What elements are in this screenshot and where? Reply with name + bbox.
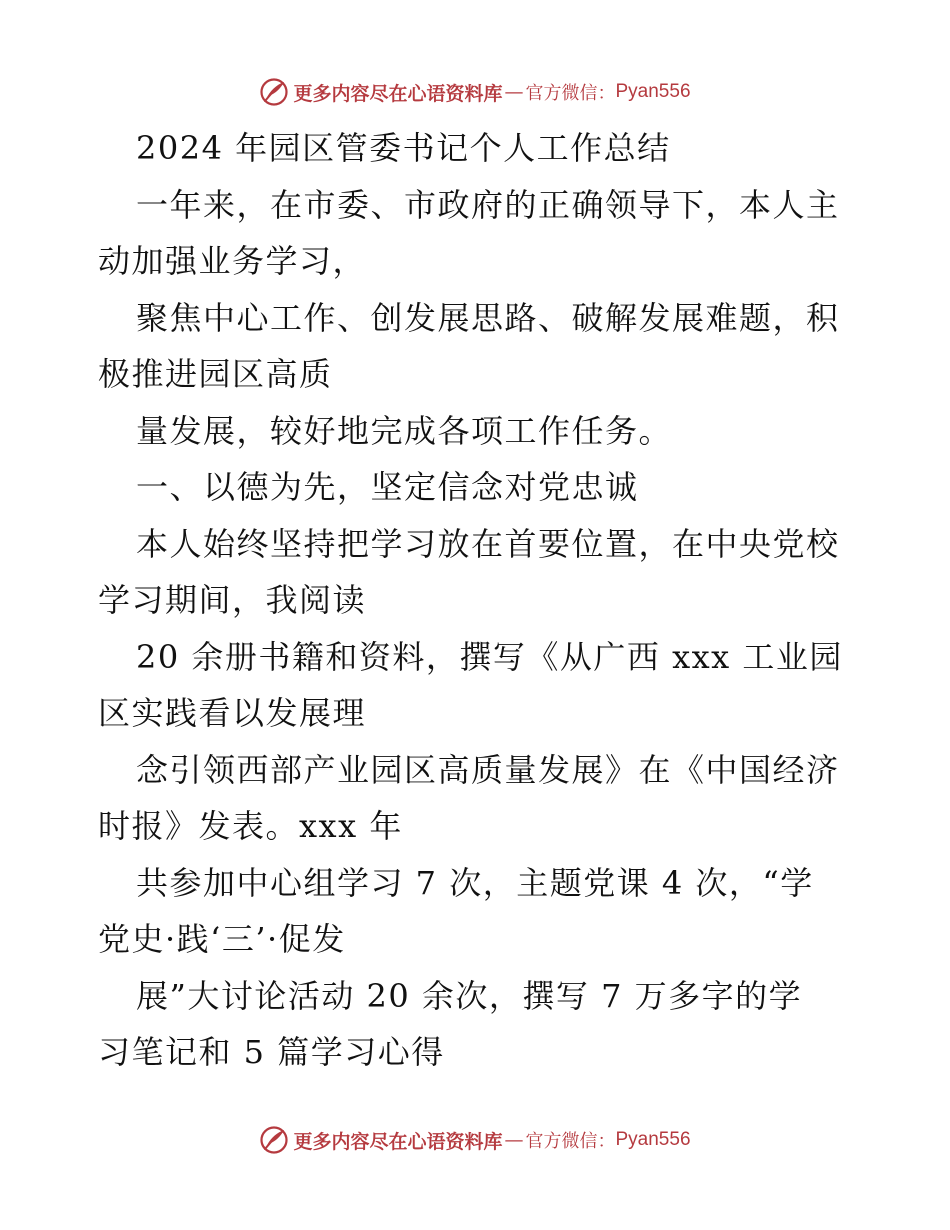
document-line: 区实践看以发展理 [98, 694, 367, 732]
banner-wechat-label: 官方微信： [525, 1131, 616, 1152]
document-line: 共参加中心组学习 7 次，主题党课 4 次，“学 [136, 863, 814, 902]
banner-wechat-id: Pyan556 [615, 81, 691, 102]
document-line: 展”大讨论活动 20 余次，撰写 7 万多字的学 [136, 976, 803, 1015]
banner-main-text: 更多内容尽在心语资料库 [293, 1130, 503, 1153]
document-line: 量发展，较好地完成各项工作任务。 [136, 411, 673, 450]
banner-separator: — [504, 81, 524, 103]
document-line: 习笔记和 5 篇学习心得 [98, 1033, 445, 1071]
document-line: 本人始终坚持把学习放在首要位置，在中央党校 [136, 524, 840, 563]
document-line: 2024 年园区管委书记个人工作总结 [136, 129, 671, 167]
document-line: 动加强业务学习， [98, 242, 367, 280]
document-line: 一年来，在市委、市政府的正确领导下，本人主 [136, 185, 840, 224]
document-line: 聚焦中心工作、创发展思路、破解发展难题，积 [136, 298, 840, 337]
document-body [98, 120, 858, 1081]
document-line: 20 余册书籍和资料，撰写《从广西 xxx 工业园 [136, 637, 843, 676]
feather-quill-logo-icon [259, 77, 289, 107]
feather-quill-logo-icon [259, 1125, 289, 1155]
banner-wechat-label: 官方微信： [525, 83, 616, 104]
document-line: 一、以德为先，坚定信念对党忠诚 [136, 468, 639, 506]
document-line: 念引领西部产业园区高质量发展》在《中国经济 [136, 750, 840, 789]
banner-separator: — [504, 1129, 524, 1151]
document-line: 党史·践‘三’·促发 [98, 920, 346, 958]
document-line: 极推进园区高质 [98, 355, 333, 393]
document-line: 时报》发表。xxx 年 [98, 807, 403, 845]
banner-main-text: 更多内容尽在心语资料库 [293, 82, 503, 105]
footer-banner [0, 1120, 950, 1160]
banner-wechat-id: Pyan556 [615, 1129, 691, 1150]
header-banner [0, 72, 950, 112]
document-line: 学习期间，我阅读 [98, 581, 367, 619]
